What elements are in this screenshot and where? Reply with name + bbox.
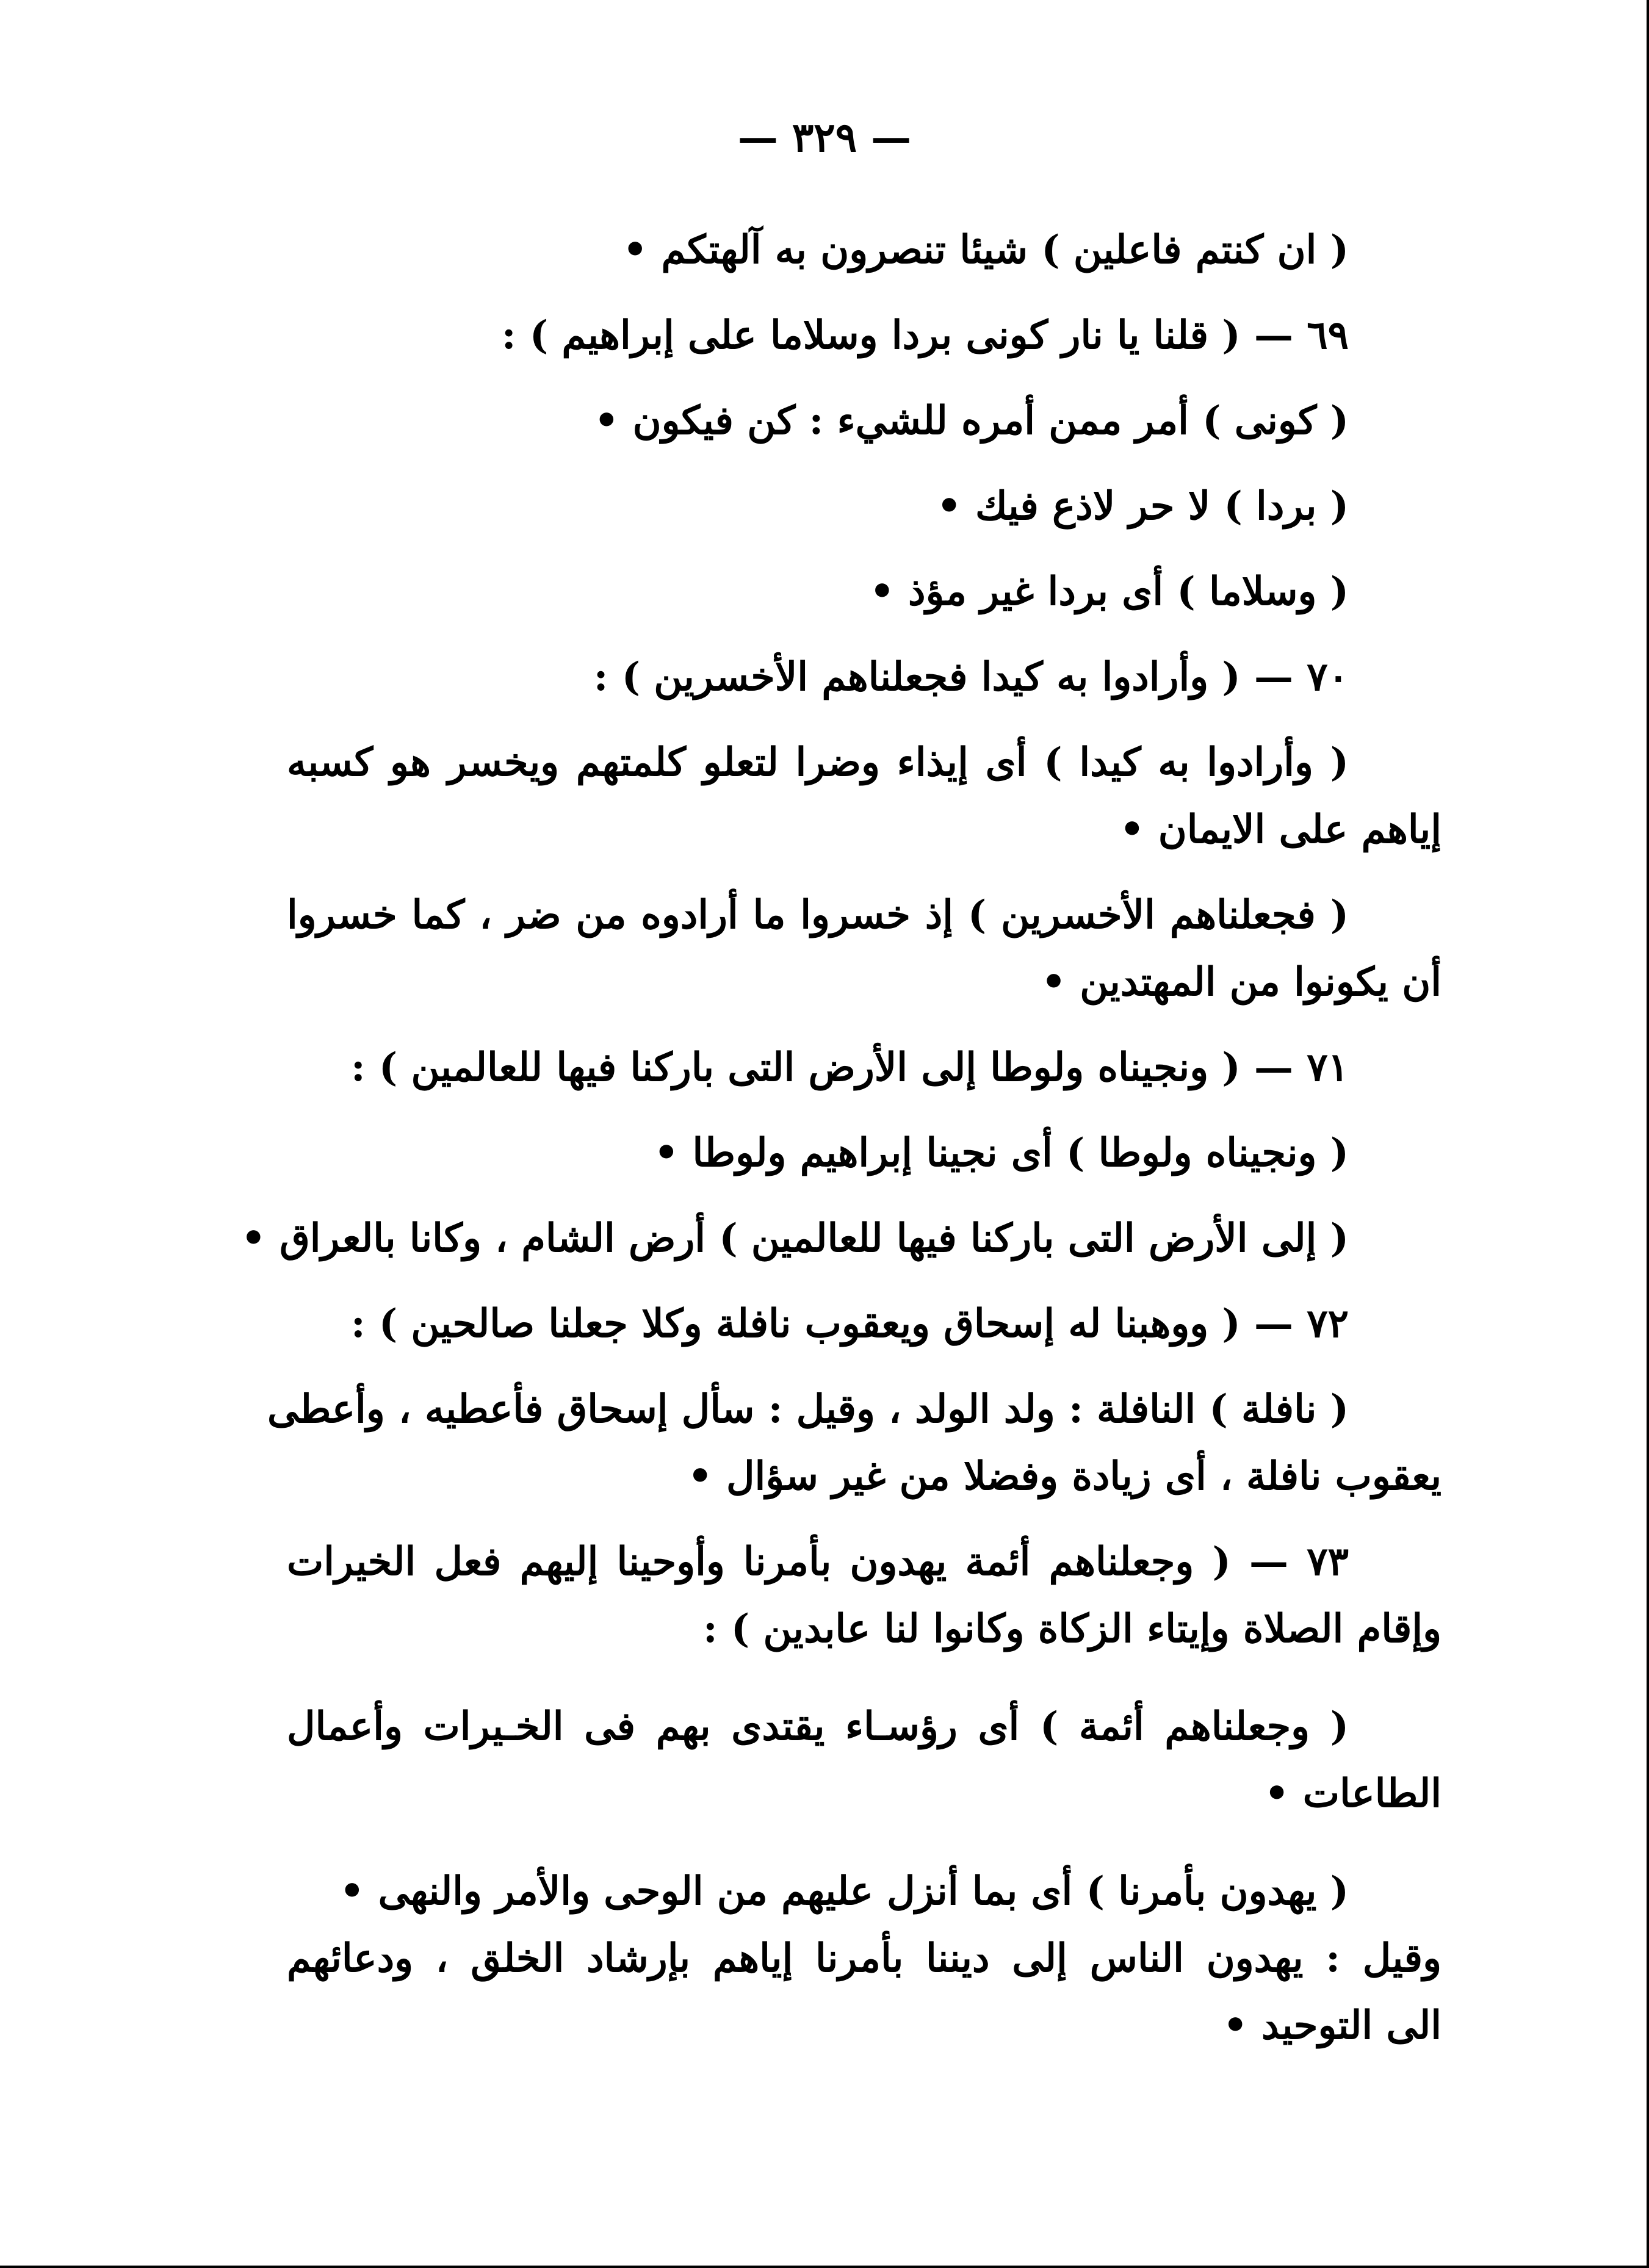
page-number: — ٣٢٩ — bbox=[737, 113, 912, 161]
verse-heading: ٧٣ — ( وجعلناهم أئمة يهدون بأمرنا وأوحينا إليهم فعل الخيرات bbox=[287, 1539, 1349, 1585]
text-line: ( وأرادوا به كيدا ) أى إيذاء وضرا لتعلو كلمتهم ويخسر هو كسبه bbox=[287, 740, 1349, 785]
verse-heading: ٧٠ — ( وأرادوا به كيدا فجعلناهم الأخسرين ) : bbox=[593, 654, 1349, 700]
text-line: وقيل : يهدون الناس إلى ديننا بأمرنا إياهم بإرشاد الخلق ، ودعائهم bbox=[287, 1935, 1442, 1981]
text-line: ( وجعلناهم أئمة ) أى رؤسـاء يقتدى بهم فى الخـيرات وأعمال bbox=[287, 1704, 1349, 1749]
verse-heading: وإقام الصلاة وإيتاء الزكاة وكانوا لنا عابدين ) : bbox=[702, 1606, 1442, 1652]
text-line: ( وسلاما ) أى بردا غير مؤذ • bbox=[869, 569, 1349, 614]
text-line: ( نافلة ) النافلة : ولد الولد ، وقيل : سأل إسحاق فأعطيه ، وأعطى bbox=[267, 1386, 1349, 1432]
verse-heading: ٧١ — ( ونجيناه ولوطا إلى الأرض التى باركنا فيها للعالمين ) : bbox=[350, 1045, 1349, 1090]
verse-heading: ٧٢ — ( ووهبنا له إسحاق ويعقوب نافلة وكلا جعلنا صالحين ) : bbox=[350, 1301, 1349, 1347]
text-line: ( يهدون بأمرنا ) أى بما أنزل عليهم من الوحى والأمر والنهى • bbox=[339, 1868, 1349, 1914]
text-line: ( ونجيناه ولوطا ) أى نجينا إبراهيم ولوطا • bbox=[654, 1130, 1349, 1176]
text-line: أن يكونوا من المهتدين • bbox=[1041, 959, 1442, 1005]
text-line: ( ان كنتم فاعلين ) شيئا تنصرون به آلهتكم • bbox=[622, 227, 1349, 273]
text-line: إياهم على الايمان • bbox=[1119, 807, 1442, 852]
text-line: ( إلى الأرض التى باركنا فيها للعالمين ) أرض الشام ، وكانا بالعراق • bbox=[240, 1215, 1349, 1261]
verse-heading: ٦٩ — ( قلنا يا نار كونى بردا وسلاما على إبراهيم ) : bbox=[501, 312, 1349, 358]
text-line: يعقوب نافلة ، أى زيادة وفضلا من غير سؤال • bbox=[687, 1453, 1442, 1499]
text-line: ( فجعلناهم الأخسرين ) إذ خسروا ما أرادوه من ضر ، كما خسروا bbox=[287, 892, 1349, 938]
text-line: الطاعات • bbox=[1264, 1771, 1442, 1816]
page-border-bottom bbox=[0, 2266, 1649, 2268]
page-border-right bbox=[1647, 0, 1649, 2268]
text-line: ( بردا ) لا حر لاذع فيك • bbox=[936, 483, 1349, 529]
text-line: ( كونى ) أمر ممن أمره للشيء : كن فيكون • bbox=[594, 398, 1349, 444]
text-line: الى التوحيد • bbox=[1222, 2003, 1442, 2048]
